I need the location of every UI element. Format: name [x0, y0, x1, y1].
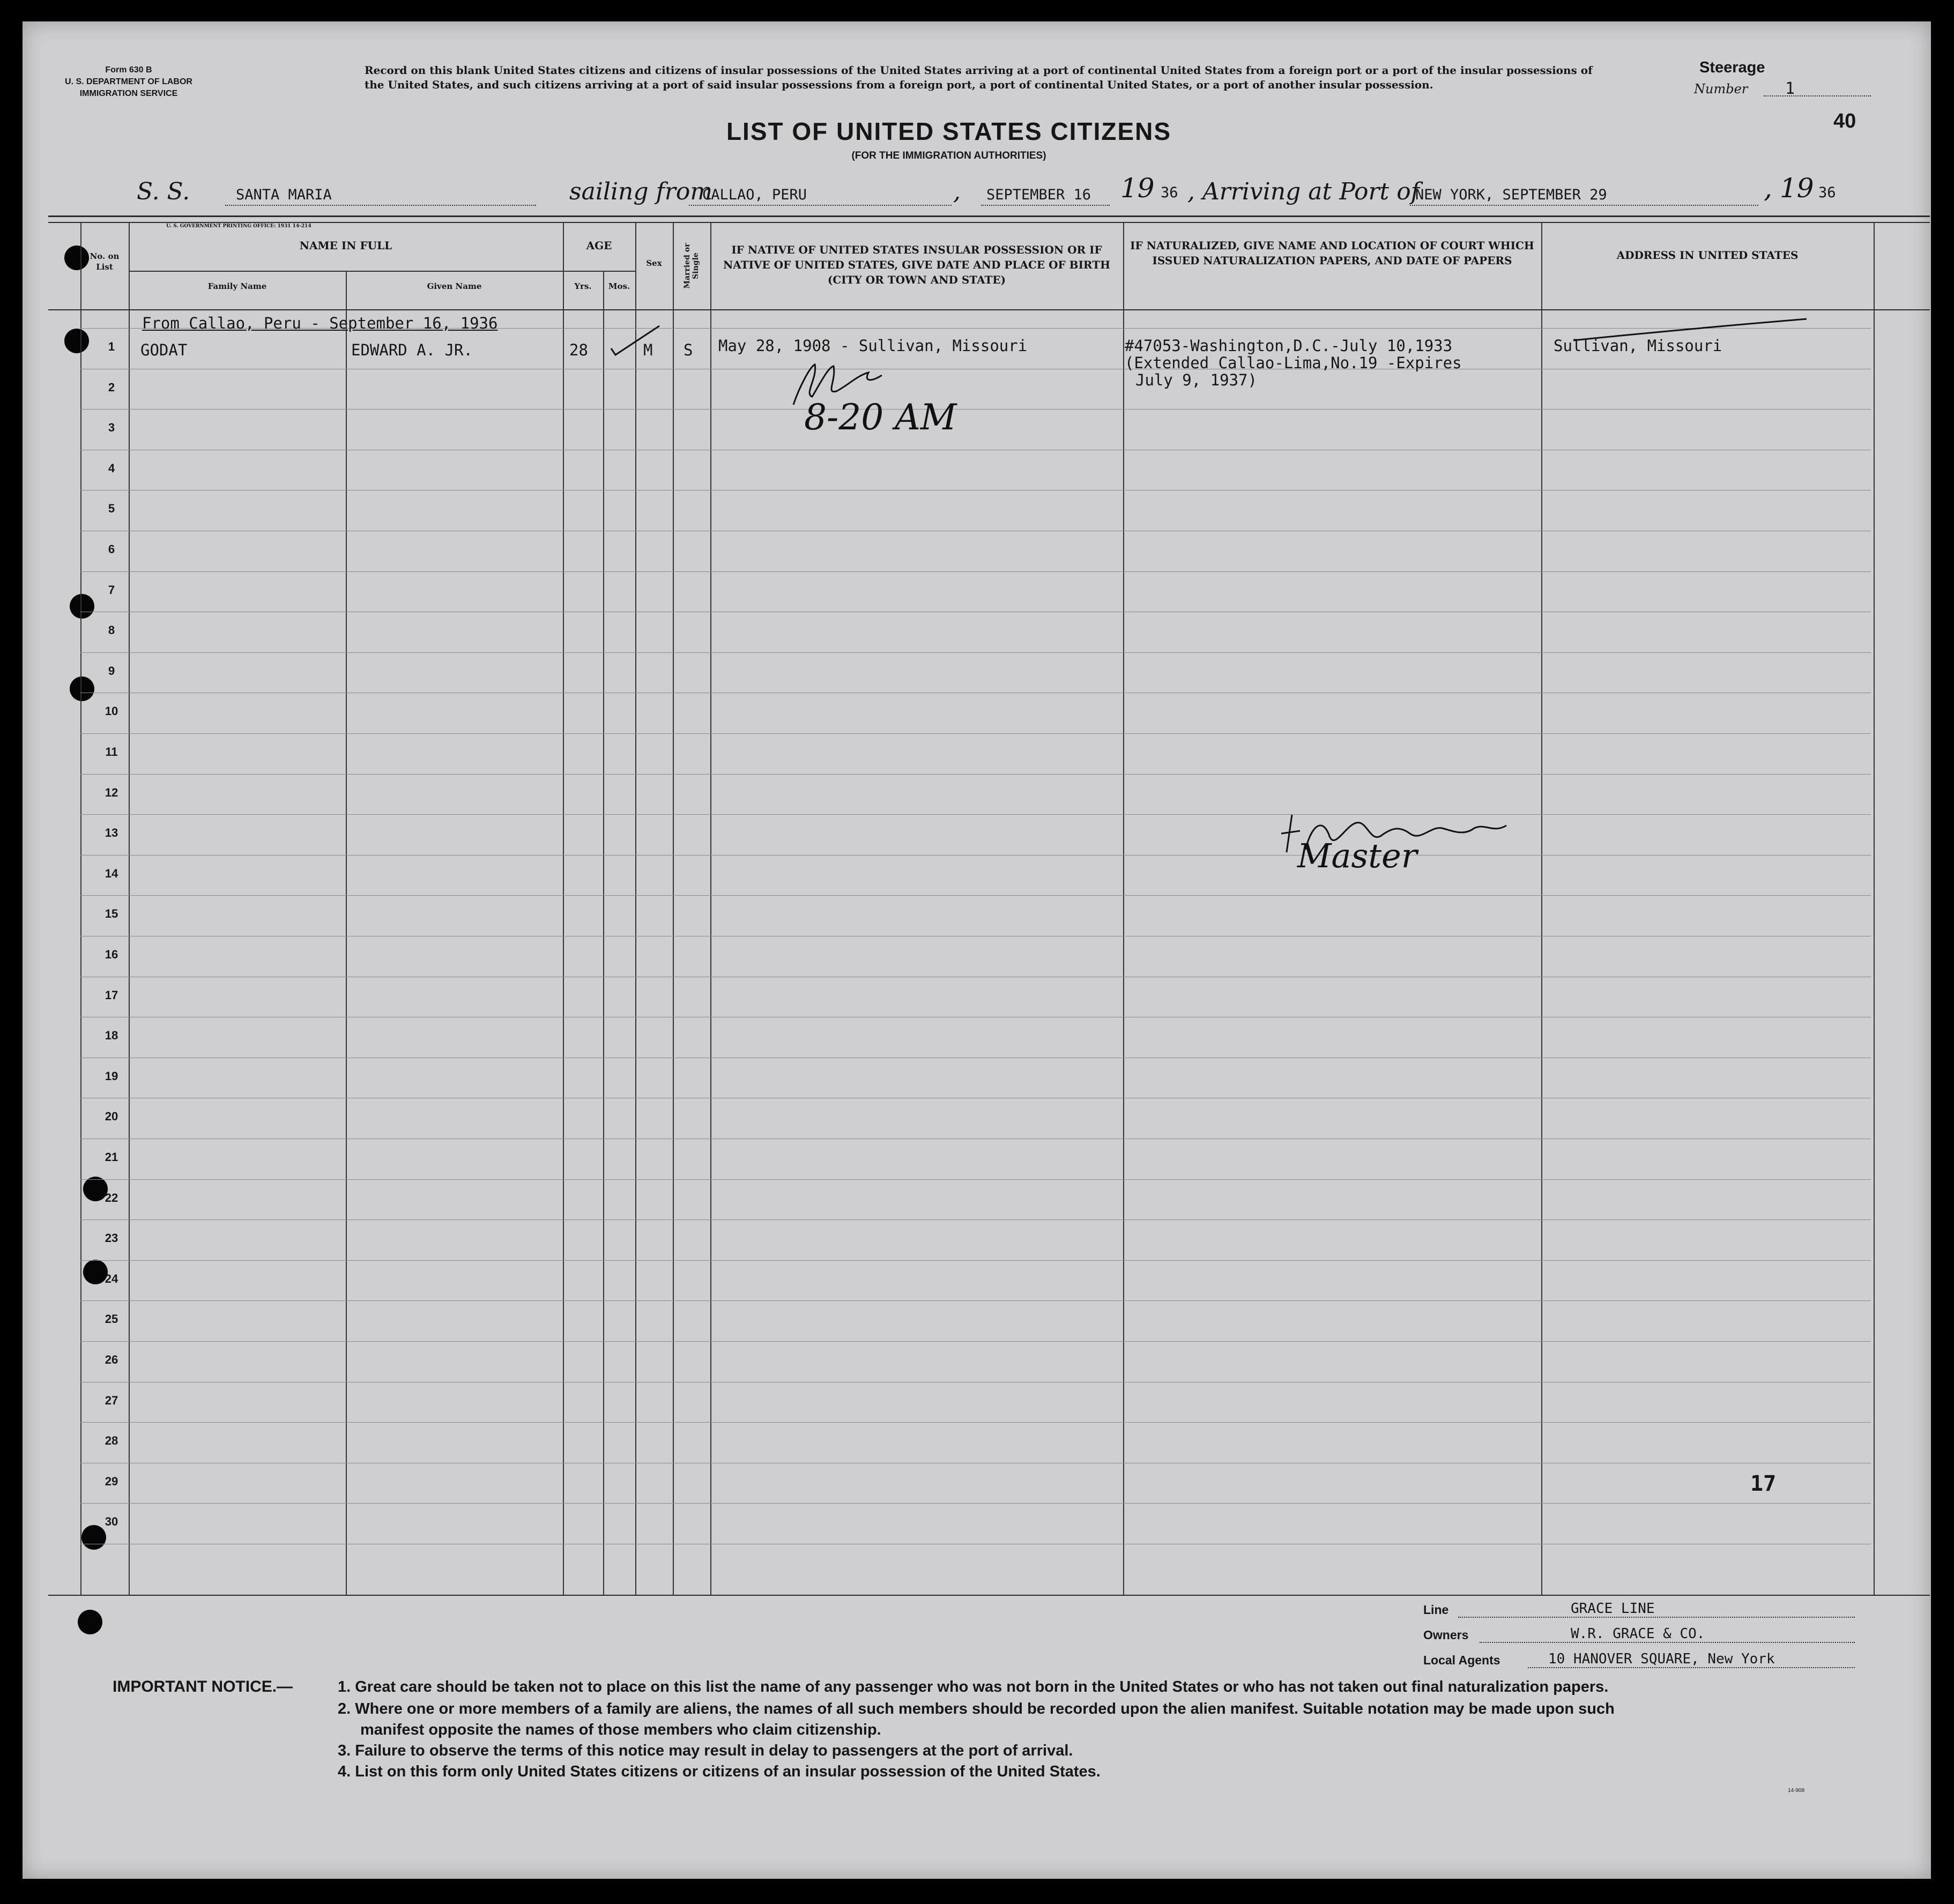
row-rule [80, 774, 1871, 775]
sailing-from-label: sailing from [569, 178, 713, 205]
row-number: 26 [105, 1353, 118, 1366]
page-title: LIST OF UNITED STATES CITIZENS [726, 117, 1172, 145]
row-number: 18 [105, 1029, 118, 1043]
row-rule [80, 895, 1871, 896]
row-rule [80, 1341, 1871, 1342]
row-rule [80, 409, 1871, 410]
table-bottom-rule [48, 1595, 1930, 1596]
row-number: 16 [105, 948, 118, 961]
col-married-single: Married or Single [683, 243, 700, 289]
arrival-port-underline [1410, 205, 1758, 206]
col-no-on-list: No. on List [90, 251, 120, 272]
col-given-name: Given Name [427, 281, 482, 291]
row-number: 20 [105, 1110, 118, 1124]
check-mark [606, 322, 665, 359]
col-birth: IF NATIVE OF UNITED STATES INSULAR POSSESSION OR IF NATIVE OF UNITED STATES, GIVE DATE AND PLACE OF BIRTH (CITY OR TOWN AND STATE) [723, 243, 1110, 286]
address-pen-stroke [1571, 314, 1812, 346]
agents-label: Local Agents [1423, 1653, 1500, 1667]
row-rule [80, 1260, 1871, 1261]
row-rule [80, 1179, 1871, 1180]
row-number: 1 [108, 340, 115, 353]
row-rule [80, 1422, 1871, 1423]
row-rule [80, 814, 1871, 815]
section-note: From Callao, Peru - September 16, 1936 [142, 314, 498, 332]
notice-2-cont: manifest opposite the names of those members who claim citizenship. [360, 1721, 881, 1738]
row-number: 11 [105, 745, 118, 758]
departure-year: 36 [1161, 184, 1178, 201]
col-sex: Sex [646, 258, 662, 268]
row-number: 17 [105, 988, 118, 1002]
row-number: 14 [105, 866, 118, 880]
row-number: 3 [108, 421, 115, 435]
row-number: 12 [105, 785, 118, 799]
row-number: 2 [108, 380, 115, 394]
form-code: 14-908 [1788, 1788, 1805, 1794]
table-top-rule-inner [48, 222, 1930, 223]
form-id-block [43, 64, 214, 100]
row-number: 19 [105, 1069, 118, 1083]
family-name: GODAT [140, 341, 188, 359]
year-prefix: 19 [1120, 173, 1155, 204]
line-underline [1458, 1617, 1855, 1618]
arrival-year: 36 [1818, 184, 1836, 201]
col-name-in-full: NAME IN FULL [299, 239, 392, 252]
notice-2: 2. Where one or more members of a family are aliens, the names of all such members should be recorded upon the alien manifest. Suitable notation may be made upon such [338, 1700, 1615, 1717]
ship-underline [225, 205, 536, 206]
from-port-underline [689, 205, 952, 206]
service-name: IMMIGRATION SERVICE [79, 89, 178, 98]
page-number: 40 [1833, 110, 1856, 132]
arriving-label: , Arriving at Port of [1187, 178, 1420, 205]
page-subtitle: (FOR THE IMMIGRATION AUTHORITIES) [851, 150, 1046, 161]
naturalization-line-1: #47053-Washington,D.C.-July 10,1933 [1125, 337, 1453, 355]
col-family-name: Family Name [207, 281, 267, 291]
row-number: 7 [108, 583, 115, 597]
row-number: 4 [108, 461, 115, 475]
row-number: 21 [105, 1150, 118, 1164]
address-value: Sullivan, Missouri [1554, 337, 1722, 355]
col-naturalization: IF NATURALIZED, GIVE NAME AND LOCATION OF COURT WHICH ISSUED NATURALIZATION PAPERS, AND DATE OF PAPERS [1130, 239, 1534, 267]
notice-4: 4. List on this form only United States citizens or citizens of an insular possession of the United States. [338, 1763, 1101, 1780]
row-number: 13 [105, 826, 118, 840]
department-name: U. S. DEPARTMENT OF LABOR [65, 77, 192, 86]
row-number: 6 [108, 542, 115, 556]
row-rule [80, 571, 1871, 572]
steerage-label: Steerage [1699, 59, 1765, 76]
from-port: CALLAO, PERU [702, 187, 807, 203]
comma: , [953, 178, 961, 205]
record-instructions: Record on this blank United States citizens and citizens of insular possessions of the United States arriving at a port of continental United States from a foreign port or a port of the insular possessions of the United States, and such citizens arriving at a port of said insular possessions from a foreign port, a port of continental United States, or a port of another insular possession. [365, 64, 1593, 91]
agents-value: 10 HANOVER SQUARE, New York [1548, 1651, 1775, 1667]
row-number: 22 [105, 1191, 118, 1204]
notice-3: 3. Failure to observe the terms of this notice may result in delay to passengers at the port of arrival. [338, 1742, 1073, 1759]
punch-hole [70, 594, 94, 619]
owners-value: W.R. GRACE & CO. [1571, 1626, 1705, 1642]
row-number: 27 [105, 1393, 118, 1407]
row-number: 8 [108, 623, 115, 637]
row-rule [80, 733, 1871, 734]
row-number: 9 [108, 664, 115, 678]
row-number: 10 [105, 704, 118, 718]
number-label: Number [1694, 81, 1748, 96]
col-age-mos: Mos. [608, 281, 630, 291]
arrival-year-prefix: 19 [1780, 173, 1814, 204]
naturalization-line-3: July 9, 1937) [1135, 371, 1257, 389]
punch-hole [64, 329, 89, 353]
age-years: 28 [569, 341, 588, 359]
row-rule [80, 1300, 1871, 1301]
row-number: 23 [105, 1231, 118, 1245]
row-rule [80, 1219, 1871, 1220]
row-number: 25 [105, 1312, 118, 1326]
notice-1: 1. Great care should be taken not to place on this list the name of any passenger who was not born in the United States or who has not taken out final naturalization papers. [338, 1678, 1609, 1695]
punch-hole [70, 676, 94, 701]
table-top-rule [48, 215, 1930, 217]
comma2: , [1764, 173, 1772, 204]
line-value: GRACE LINE [1571, 1601, 1655, 1617]
master-title: Master [1297, 836, 1417, 875]
ss-label: S. S. [137, 178, 190, 205]
row-number: 24 [105, 1271, 118, 1285]
row-rule [80, 855, 1871, 856]
col-age: AGE [586, 239, 612, 252]
sex-value: M [643, 341, 653, 359]
number-underline [1764, 95, 1871, 96]
owners-label: Owners [1423, 1628, 1469, 1642]
notice-title: IMPORTANT NOTICE.— [113, 1678, 293, 1695]
row-number: 28 [105, 1434, 118, 1448]
given-name: EDWARD A. JR. [351, 341, 473, 359]
row-rule [80, 1503, 1871, 1504]
marital-value: S [683, 341, 693, 359]
naturalization-line-2: (Extended Callao-Lima,No.19 -Expires [1125, 354, 1462, 372]
row-number: 30 [105, 1515, 118, 1529]
number-value: 1 [1785, 79, 1795, 98]
departure-date: SEPTEMBER 16 [986, 187, 1091, 203]
page-tally: 17 [1750, 1471, 1777, 1496]
time-note: 8-20 AM [804, 397, 957, 438]
birth-value: May 28, 1908 - Sullivan, Missouri [718, 337, 1028, 355]
row-rule [80, 652, 1871, 653]
row-number: 29 [105, 1474, 118, 1488]
owners-underline [1480, 1642, 1855, 1643]
arrival-port: NEW YORK, SEPTEMBER 29 [1415, 187, 1607, 203]
line-label: Line [1423, 1603, 1449, 1617]
col-address: ADDRESS IN UNITED STATES [1616, 249, 1799, 262]
col-age-yrs: Yrs. [574, 281, 592, 291]
ship-name: SANTA MARIA [236, 187, 332, 203]
agents-underline [1528, 1667, 1855, 1668]
form-number: Form 630 B [105, 65, 152, 75]
row-number: 15 [105, 907, 118, 921]
punch-hole [78, 1610, 102, 1634]
row-number: 5 [108, 502, 115, 516]
departure-date-underline [981, 205, 1110, 206]
header-bottom-rule [48, 309, 1930, 310]
printer-note: U. S. GOVERNMENT PRINTING OFFICE: 1931 14-214 [166, 224, 311, 229]
